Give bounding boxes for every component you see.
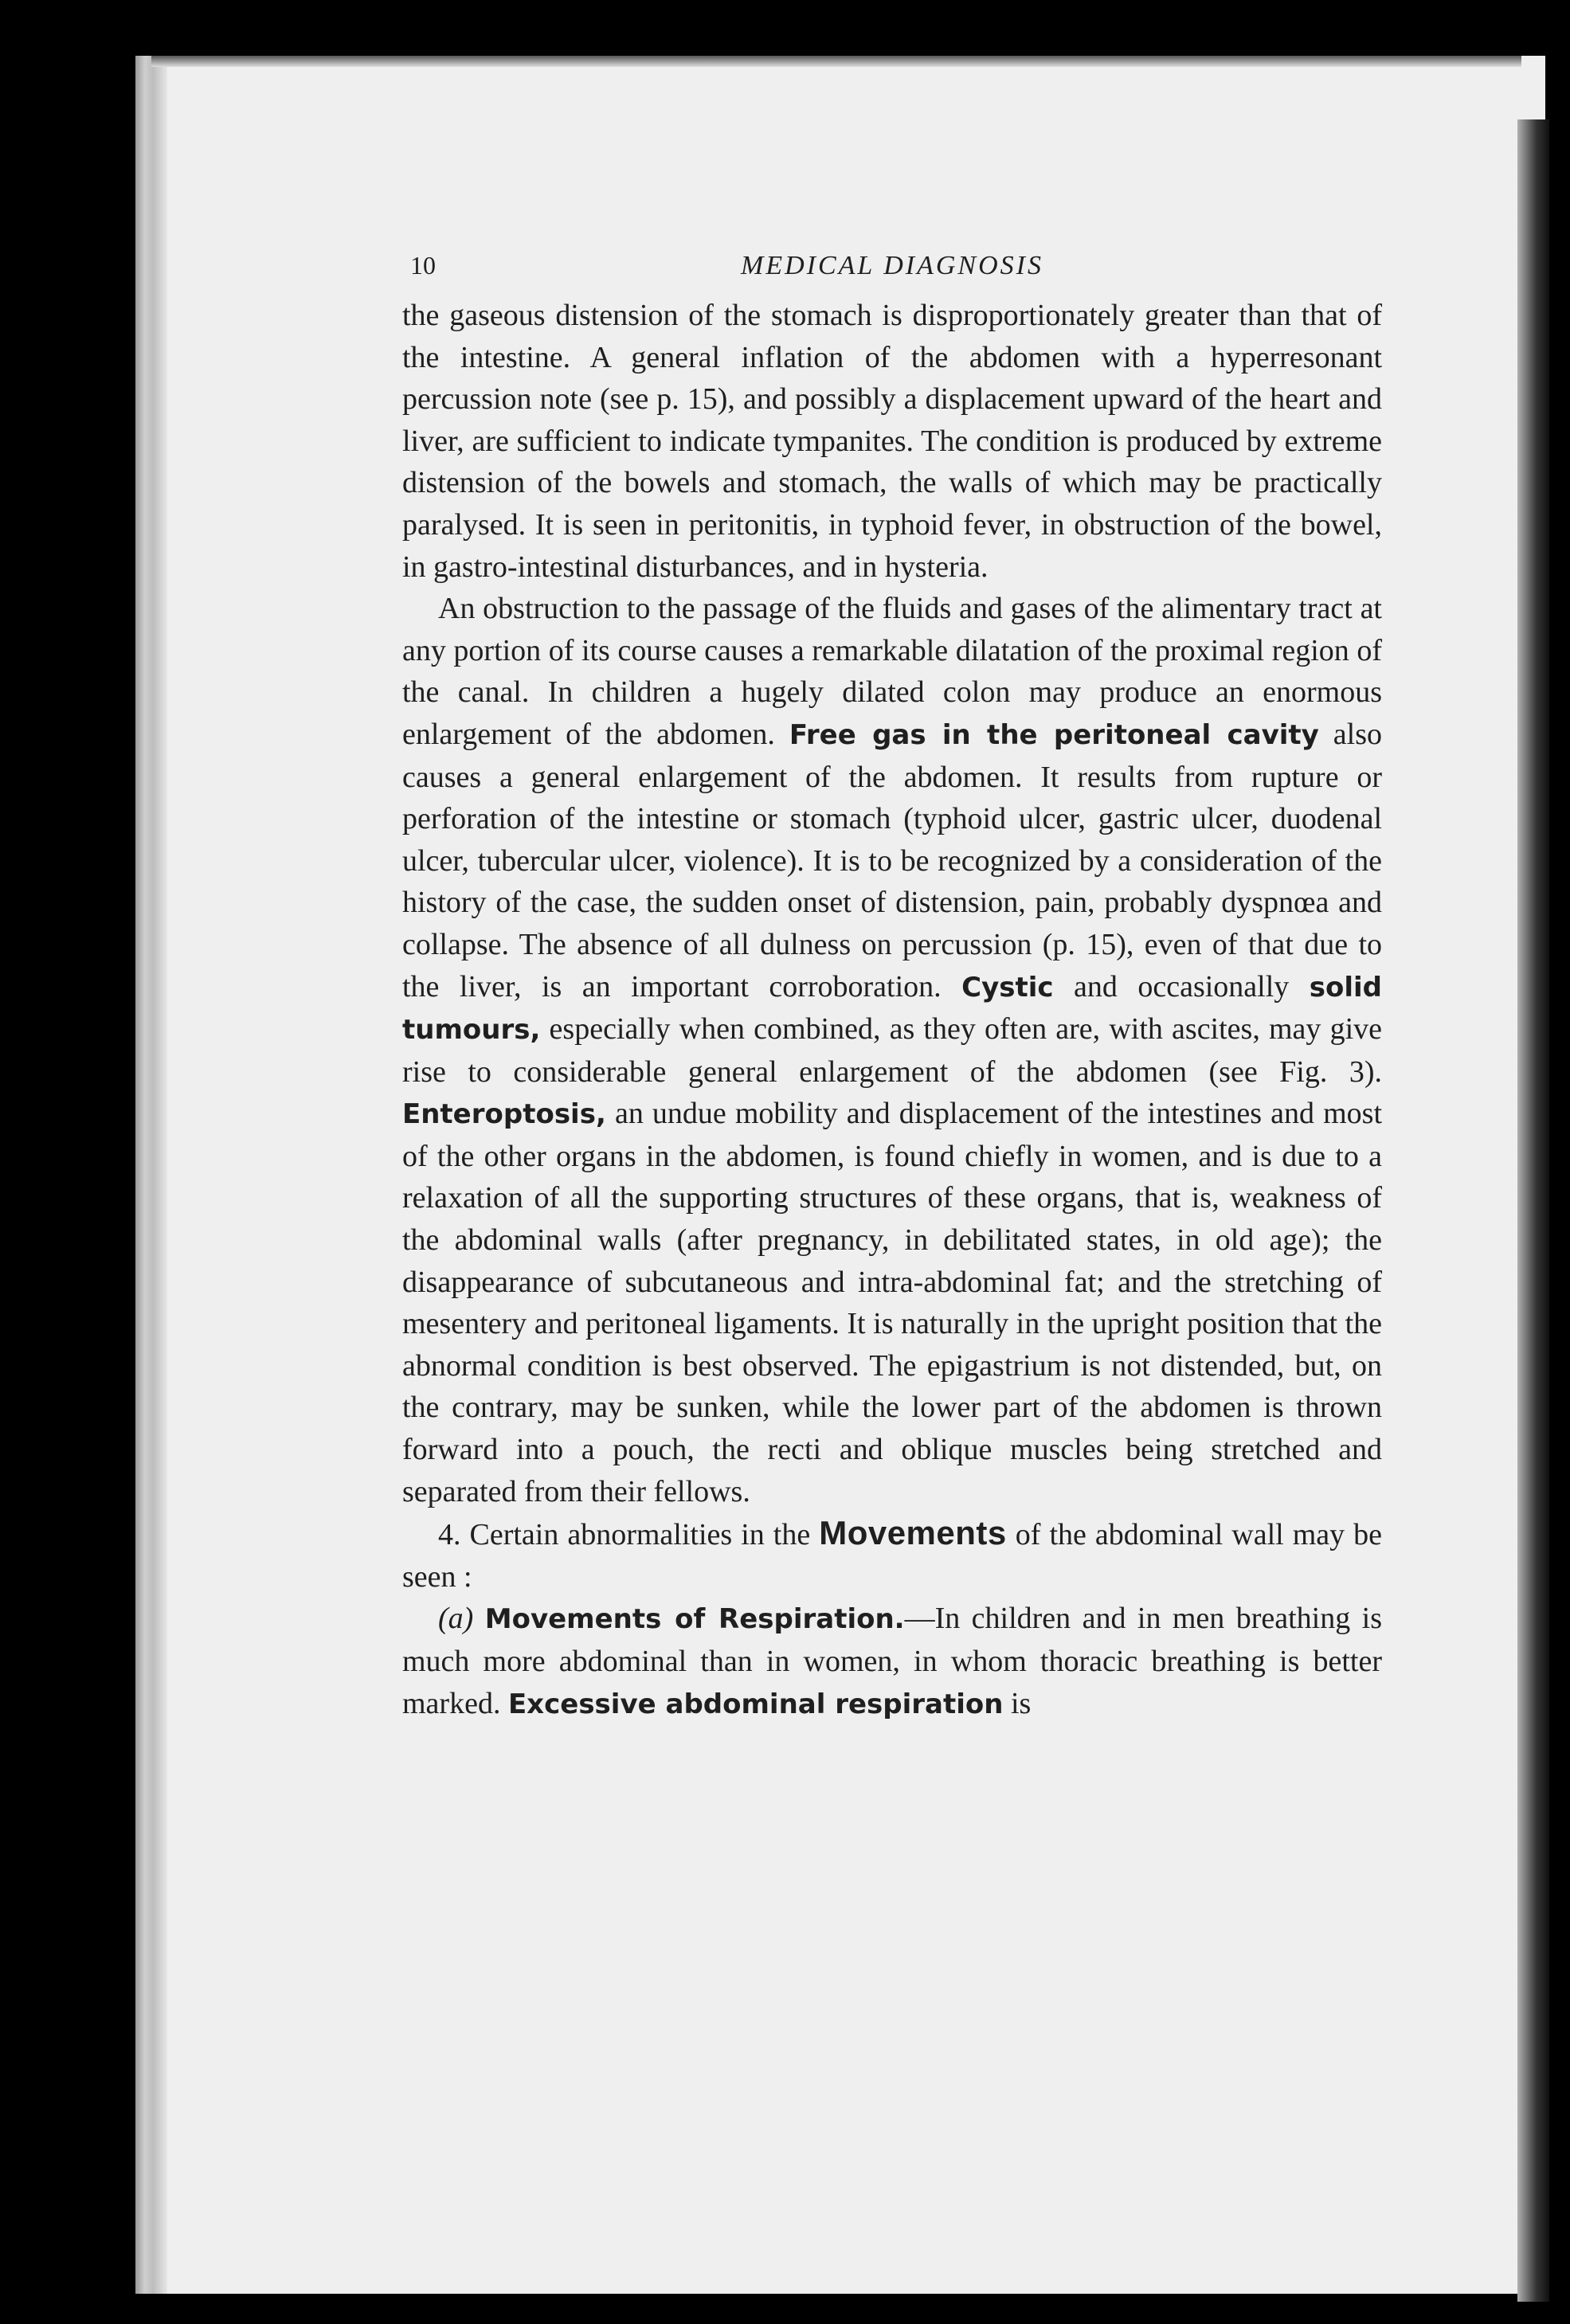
paragraph-text: especially when combined, as they often are, with ascites, may give rise to considerable general enlargement of the abdomen (see Fig. 3). [402,1012,1383,1089]
paragraph-text: is [1010,1686,1032,1720]
page-number: 10 [410,251,436,280]
paragraph-tympanites [402,295,1382,588]
paragraph-text: of the abdominal wall may be seen : [402,1518,1383,1594]
running-header [402,251,1382,295]
section-term-movements: Movements [819,1514,1007,1552]
paragraph-movements [402,1512,1382,1598]
running-title: MEDICAL DIAGNOSIS [741,251,1043,280]
bold-term-enteroptosis: Enteroptosis, [402,1098,606,1131]
paragraph-text: An obstruction to the passage of the fluids and gases of the alimentary tract at any portion of its course causes a remarkable dilatation of the proximal region of the canal. In children a hugely dilated colon may produce an enormous enlargement of the abdomen. [402,592,1382,751]
bold-term-free-gas: Free gas in the peritoneal cavity [789,718,1319,751]
list-label: (a) [438,1602,474,1636]
paragraph-text: the gaseous distension of the stomach is disproportionately greater than that of the intestine. A general inflation of the abdomen with a hyperresonant percussion note (see p. 15), and possibly a displacement upward of the heart and liver, are sufficient to indicate tympanites. The condition is produced by extreme distension of the bowels and stomach, the walls of which may be practically paralysed. It is seen in peritonitis, in typhoid fever, in obstruction of the bowel, in gastro-intestinal disturbances, and in hysteria. [402,299,1382,584]
bold-term-solid-tumours: solid tumours, [402,971,1382,1047]
paragraph-text: also causes a general enlargement of the abdomen. It results from rupture or perforation of the intestine or stomach (typhoid ulcer, gastric ulcer, duodenal ulcer, tubercular ulcer, violence). It is to be recognized by a consideration of the history of the case, the sudden onset of distension, pain, probably dyspnœa and collapse. The absence of all dulness on percussion (p. 15), even of that due to the liver, is an important corroboration. [402,717,1382,1004]
page-text [402,251,1382,1725]
page-top-edge [151,56,1521,67]
paragraph-text: —In children and in men breathing is much more abdominal than in women, in whom thoracic breathing is better marked. [402,1602,1382,1720]
bold-term-movements-of-respiration: Movements of Respiration. [484,1603,905,1636]
paragraph-text: 4. Certain abnormalities in the [438,1518,811,1552]
paragraph-respiration [402,1598,1382,1725]
paragraph-text: and occasionally [1074,969,1290,1004]
bold-term-cystic: Cystic [961,971,1054,1004]
paragraph-text: an undue mobility and displacement of the intestines and most of the other organs in the abdomen, is found chiefly in women, and is due to a relaxation of all the supporting structures of these organs, that is, weakness of the abdominal walls (after pregnancy, in debilitated states, in old age); the disappearance of subcutaneous and intra-abdominal fat; and the stretching of mesentery and peritoneal ligaments. It is naturally in the upright position that the abnormal condition is best observed. The epigastrium is not distended, but, on the contrary, may be sunken, while the lower part of the abdomen is thrown forward into a pouch, the recti and oblique muscles being stretched and separated from their fellows. [402,1097,1382,1508]
page-stack-edge-left [135,56,167,2294]
bold-term-excessive-abdominal-respiration: Excessive abdominal respiration [507,1688,1004,1720]
paragraph-obstruction [402,588,1382,1512]
page-gutter-right [1517,119,1549,2302]
